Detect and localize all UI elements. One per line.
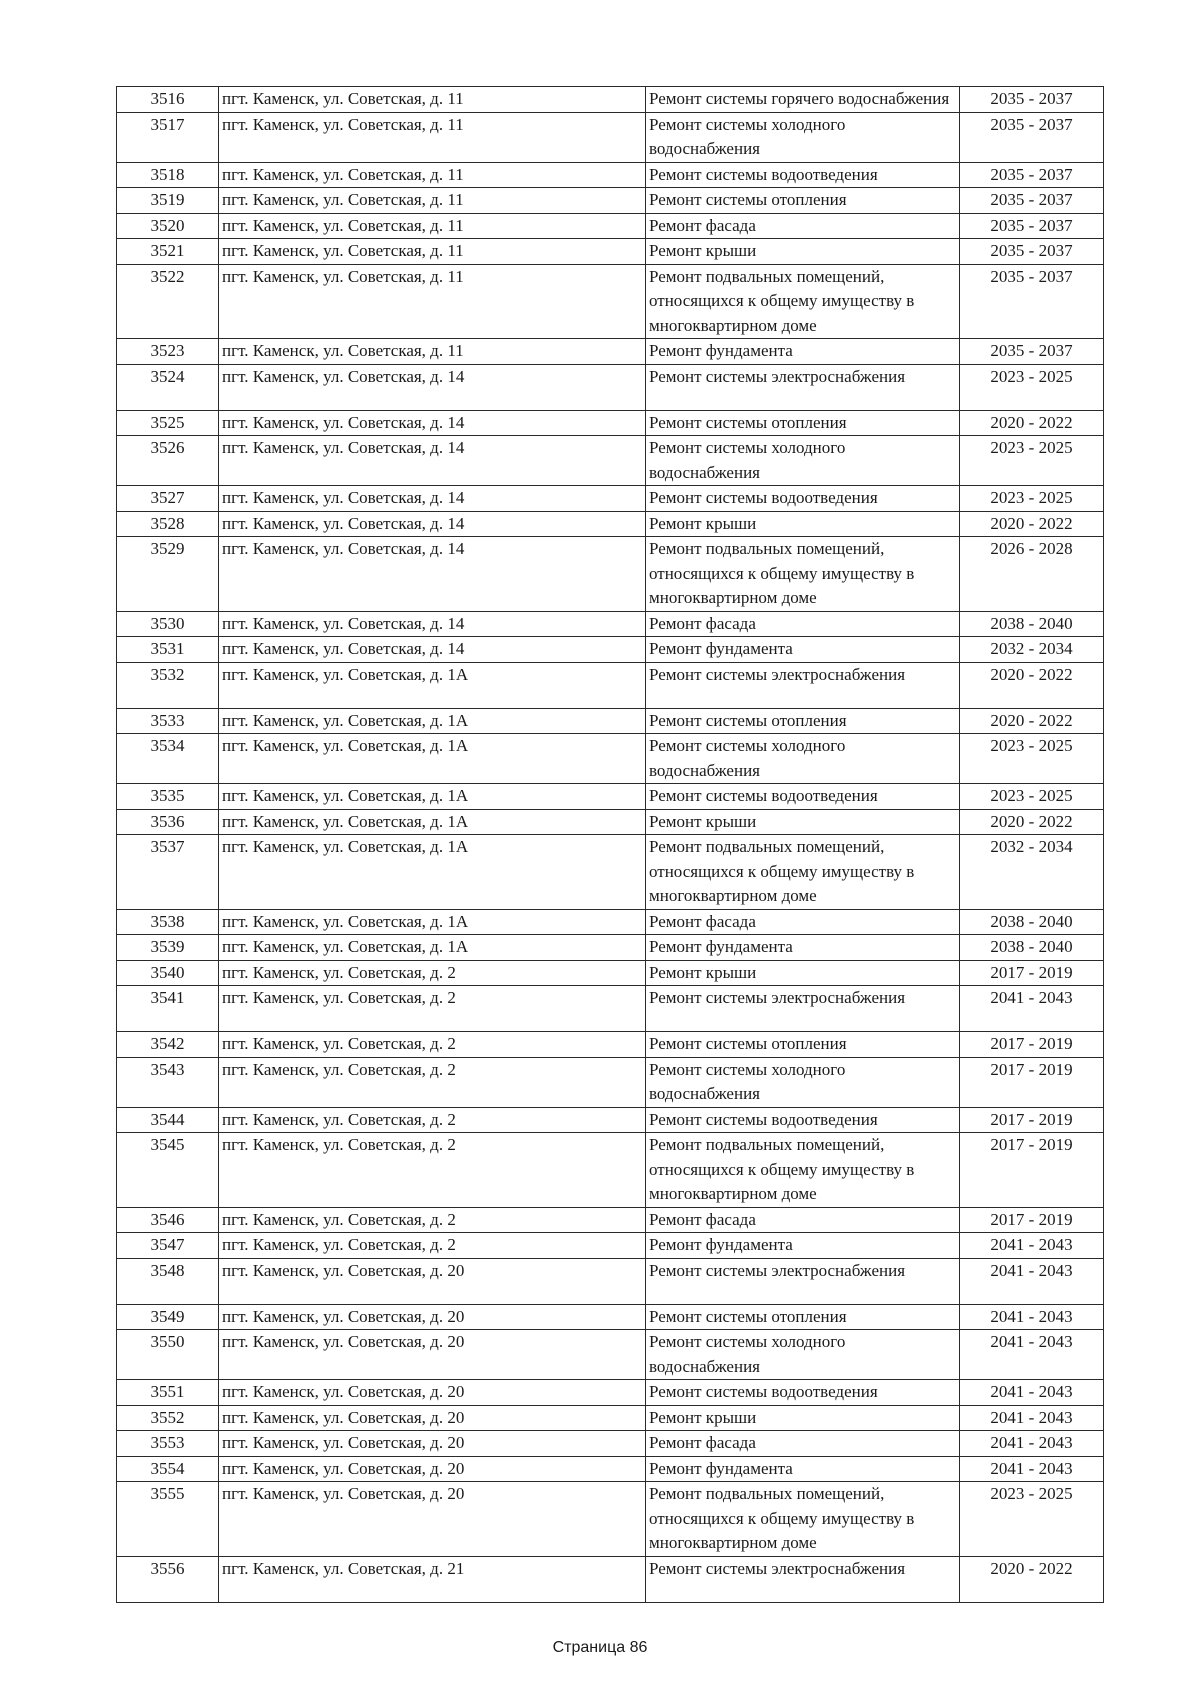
address-cell: пгт. Каменск, ул. Советская, д. 1А <box>219 734 646 784</box>
table-row <box>117 112 1104 162</box>
row-number-cell: 3544 <box>117 1107 219 1133</box>
table-row <box>117 213 1104 239</box>
period-cell: 2023 - 2025 <box>960 436 1104 486</box>
table-row <box>117 611 1104 637</box>
period-cell: 2023 - 2025 <box>960 1482 1104 1557</box>
table-row <box>117 239 1104 265</box>
address-cell: пгт. Каменск, ул. Советская, д. 2 <box>219 1233 646 1259</box>
address-cell: пгт. Каменск, ул. Советская, д. 11 <box>219 87 646 113</box>
row-number-cell: 3535 <box>117 784 219 810</box>
table-row <box>117 784 1104 810</box>
work-type-cell: Ремонт фасада <box>646 213 960 239</box>
period-cell: 2035 - 2037 <box>960 112 1104 162</box>
row-number-cell: 3525 <box>117 410 219 436</box>
address-cell: пгт. Каменск, ул. Советская, д. 20 <box>219 1456 646 1482</box>
period-cell: 2032 - 2034 <box>960 835 1104 910</box>
row-number-cell: 3522 <box>117 264 219 339</box>
work-type-cell: Ремонт фасада <box>646 909 960 935</box>
row-number-cell: 3532 <box>117 662 219 708</box>
address-cell: пгт. Каменск, ул. Советская, д. 1А <box>219 708 646 734</box>
work-type-cell: Ремонт фундамента <box>646 1233 960 1259</box>
table-row <box>117 1207 1104 1233</box>
row-number-cell: 3528 <box>117 511 219 537</box>
period-cell: 2041 - 2043 <box>960 1380 1104 1406</box>
work-type-cell: Ремонт системы отопления <box>646 1304 960 1330</box>
period-cell: 2017 - 2019 <box>960 1133 1104 1208</box>
address-cell: пгт. Каменск, ул. Советская, д. 14 <box>219 364 646 410</box>
period-cell: 2023 - 2025 <box>960 734 1104 784</box>
table-row <box>117 637 1104 663</box>
work-type-cell: Ремонт системы водоотведения <box>646 1380 960 1406</box>
table-row <box>117 436 1104 486</box>
row-number-cell: 3523 <box>117 339 219 365</box>
work-type-cell: Ремонт системы отопления <box>646 1032 960 1058</box>
table-row <box>117 162 1104 188</box>
row-number-cell: 3543 <box>117 1057 219 1107</box>
table-row <box>117 1330 1104 1380</box>
row-number-cell: 3539 <box>117 935 219 961</box>
period-cell: 2017 - 2019 <box>960 1032 1104 1058</box>
row-number-cell: 3545 <box>117 1133 219 1208</box>
work-type-cell: Ремонт крыши <box>646 809 960 835</box>
row-number-cell: 3516 <box>117 87 219 113</box>
period-cell: 2017 - 2019 <box>960 960 1104 986</box>
address-cell: пгт. Каменск, ул. Советская, д. 1А <box>219 935 646 961</box>
period-cell: 2023 - 2025 <box>960 486 1104 512</box>
period-cell: 2023 - 2025 <box>960 784 1104 810</box>
table-row <box>117 1032 1104 1058</box>
row-number-cell: 3529 <box>117 537 219 612</box>
work-type-cell: Ремонт фундамента <box>646 637 960 663</box>
row-number-cell: 3554 <box>117 1456 219 1482</box>
table-row <box>117 960 1104 986</box>
row-number-cell: 3550 <box>117 1330 219 1380</box>
work-type-cell: Ремонт подвальных помещений, относящихся к общему имуществу в многоквартирном доме <box>646 1482 960 1557</box>
row-number-cell: 3542 <box>117 1032 219 1058</box>
row-number-cell: 3556 <box>117 1556 219 1602</box>
work-type-cell: Ремонт системы водоотведения <box>646 1107 960 1133</box>
work-type-cell: Ремонт системы холодного водоснабжения <box>646 1057 960 1107</box>
address-cell: пгт. Каменск, ул. Советская, д. 11 <box>219 239 646 265</box>
work-type-cell: Ремонт подвальных помещений, относящихся к общему имуществу в многоквартирном доме <box>646 1133 960 1208</box>
table-row <box>117 708 1104 734</box>
period-cell: 2035 - 2037 <box>960 162 1104 188</box>
address-cell: пгт. Каменск, ул. Советская, д. 11 <box>219 264 646 339</box>
work-type-cell: Ремонт фундамента <box>646 1456 960 1482</box>
period-cell: 2026 - 2028 <box>960 537 1104 612</box>
work-type-cell: Ремонт крыши <box>646 239 960 265</box>
work-type-cell: Ремонт фасада <box>646 1207 960 1233</box>
work-type-cell: Ремонт системы водоотведения <box>646 784 960 810</box>
period-cell: 2035 - 2037 <box>960 87 1104 113</box>
table-row <box>117 1233 1104 1259</box>
work-type-cell: Ремонт фасада <box>646 611 960 637</box>
row-number-cell: 3536 <box>117 809 219 835</box>
work-type-cell: Ремонт системы отопления <box>646 188 960 214</box>
address-cell: пгт. Каменск, ул. Советская, д. 2 <box>219 1207 646 1233</box>
address-cell: пгт. Каменск, ул. Советская, д. 11 <box>219 112 646 162</box>
table-row <box>117 1380 1104 1406</box>
address-cell: пгт. Каменск, ул. Советская, д. 14 <box>219 410 646 436</box>
address-cell: пгт. Каменск, ул. Советская, д. 14 <box>219 436 646 486</box>
work-type-cell: Ремонт системы отопления <box>646 410 960 436</box>
table-row <box>117 188 1104 214</box>
table-row <box>117 1405 1104 1431</box>
address-cell: пгт. Каменск, ул. Советская, д. 20 <box>219 1482 646 1557</box>
period-cell: 2017 - 2019 <box>960 1107 1104 1133</box>
period-cell: 2035 - 2037 <box>960 213 1104 239</box>
table-row <box>117 511 1104 537</box>
address-cell: пгт. Каменск, ул. Советская, д. 2 <box>219 1057 646 1107</box>
address-cell: пгт. Каменск, ул. Советская, д. 21 <box>219 1556 646 1602</box>
row-number-cell: 3548 <box>117 1258 219 1304</box>
address-cell: пгт. Каменск, ул. Советская, д. 1А <box>219 784 646 810</box>
work-type-cell: Ремонт крыши <box>646 511 960 537</box>
period-cell: 2035 - 2037 <box>960 339 1104 365</box>
row-number-cell: 3549 <box>117 1304 219 1330</box>
address-cell: пгт. Каменск, ул. Советская, д. 20 <box>219 1380 646 1406</box>
address-cell: пгт. Каменск, ул. Советская, д. 14 <box>219 611 646 637</box>
period-cell: 2038 - 2040 <box>960 611 1104 637</box>
table-row <box>117 537 1104 612</box>
row-number-cell: 3524 <box>117 364 219 410</box>
table-body <box>117 87 1104 1603</box>
table-row <box>117 809 1104 835</box>
work-type-cell: Ремонт фасада <box>646 1431 960 1457</box>
row-number-cell: 3551 <box>117 1380 219 1406</box>
address-cell: пгт. Каменск, ул. Советская, д. 2 <box>219 960 646 986</box>
period-cell: 2020 - 2022 <box>960 809 1104 835</box>
address-cell: пгт. Каменск, ул. Советская, д. 20 <box>219 1405 646 1431</box>
address-cell: пгт. Каменск, ул. Советская, д. 14 <box>219 511 646 537</box>
address-cell: пгт. Каменск, ул. Советская, д. 11 <box>219 339 646 365</box>
work-type-cell: Ремонт фундамента <box>646 339 960 365</box>
address-cell: пгт. Каменск, ул. Советская, д. 2 <box>219 1032 646 1058</box>
address-cell: пгт. Каменск, ул. Советская, д. 20 <box>219 1431 646 1457</box>
table-row <box>117 1133 1104 1208</box>
period-cell: 2017 - 2019 <box>960 1207 1104 1233</box>
work-type-cell: Ремонт системы горячего водоснабжения <box>646 87 960 113</box>
row-number-cell: 3547 <box>117 1233 219 1259</box>
address-cell: пгт. Каменск, ул. Советская, д. 11 <box>219 188 646 214</box>
period-cell: 2020 - 2022 <box>960 410 1104 436</box>
address-cell: пгт. Каменск, ул. Советская, д. 14 <box>219 486 646 512</box>
work-type-cell: Ремонт крыши <box>646 1405 960 1431</box>
table-row <box>117 410 1104 436</box>
row-number-cell: 3527 <box>117 486 219 512</box>
period-cell: 2020 - 2022 <box>960 511 1104 537</box>
address-cell: пгт. Каменск, ул. Советская, д. 1А <box>219 835 646 910</box>
address-cell: пгт. Каменск, ул. Советская, д. 1А <box>219 909 646 935</box>
period-cell: 2041 - 2043 <box>960 1233 1104 1259</box>
address-cell: пгт. Каменск, ул. Советская, д. 20 <box>219 1330 646 1380</box>
table-row <box>117 935 1104 961</box>
row-number-cell: 3526 <box>117 436 219 486</box>
work-type-cell: Ремонт системы отопления <box>646 708 960 734</box>
work-type-cell: Ремонт фундамента <box>646 935 960 961</box>
row-number-cell: 3541 <box>117 986 219 1032</box>
work-type-cell: Ремонт системы холодного водоснабжения <box>646 1330 960 1380</box>
table-row <box>117 1456 1104 1482</box>
period-cell: 2020 - 2022 <box>960 662 1104 708</box>
address-cell: пгт. Каменск, ул. Советская, д. 2 <box>219 986 646 1032</box>
row-number-cell: 3520 <box>117 213 219 239</box>
table-row <box>117 87 1104 113</box>
address-cell: пгт. Каменск, ул. Советская, д. 20 <box>219 1304 646 1330</box>
row-number-cell: 3553 <box>117 1431 219 1457</box>
period-cell: 2041 - 2043 <box>960 1405 1104 1431</box>
row-number-cell: 3521 <box>117 239 219 265</box>
work-type-cell: Ремонт системы электроснабжения <box>646 1556 960 1602</box>
row-number-cell: 3537 <box>117 835 219 910</box>
table-row <box>117 1431 1104 1457</box>
period-cell: 2035 - 2037 <box>960 264 1104 339</box>
row-number-cell: 3546 <box>117 1207 219 1233</box>
work-type-cell: Ремонт системы электроснабжения <box>646 1258 960 1304</box>
period-cell: 2035 - 2037 <box>960 239 1104 265</box>
row-number-cell: 3552 <box>117 1405 219 1431</box>
table-row <box>117 264 1104 339</box>
table-row <box>117 486 1104 512</box>
table-row <box>117 339 1104 365</box>
table-row <box>117 662 1104 708</box>
table-row <box>117 986 1104 1032</box>
period-cell: 2020 - 2022 <box>960 708 1104 734</box>
address-cell: пгт. Каменск, ул. Советская, д. 1А <box>219 809 646 835</box>
address-cell: пгт. Каменск, ул. Советская, д. 14 <box>219 637 646 663</box>
period-cell: 2041 - 2043 <box>960 1258 1104 1304</box>
work-type-cell: Ремонт системы водоотведения <box>646 486 960 512</box>
row-number-cell: 3519 <box>117 188 219 214</box>
period-cell: 2023 - 2025 <box>960 364 1104 410</box>
table-row <box>117 1107 1104 1133</box>
table-row <box>117 734 1104 784</box>
period-cell: 2038 - 2040 <box>960 909 1104 935</box>
address-cell: пгт. Каменск, ул. Советская, д. 20 <box>219 1258 646 1304</box>
work-type-cell: Ремонт подвальных помещений, относящихся к общему имуществу в многоквартирном доме <box>646 835 960 910</box>
work-type-cell: Ремонт системы холодного водоснабжения <box>646 734 960 784</box>
table-row <box>117 835 1104 910</box>
period-cell: 2038 - 2040 <box>960 935 1104 961</box>
period-cell: 2041 - 2043 <box>960 986 1104 1032</box>
table-row <box>117 1556 1104 1602</box>
period-cell: 2017 - 2019 <box>960 1057 1104 1107</box>
period-cell: 2041 - 2043 <box>960 1330 1104 1380</box>
period-cell: 2035 - 2037 <box>960 188 1104 214</box>
row-number-cell: 3534 <box>117 734 219 784</box>
period-cell: 2041 - 2043 <box>960 1456 1104 1482</box>
row-number-cell: 3530 <box>117 611 219 637</box>
row-number-cell: 3518 <box>117 162 219 188</box>
table-row <box>117 909 1104 935</box>
address-cell: пгт. Каменск, ул. Советская, д. 11 <box>219 162 646 188</box>
row-number-cell: 3531 <box>117 637 219 663</box>
page-number: Страница 86 <box>552 1639 648 1656</box>
row-number-cell: 3517 <box>117 112 219 162</box>
table-row <box>117 1258 1104 1304</box>
table-row <box>117 1482 1104 1557</box>
period-cell: 2041 - 2043 <box>960 1431 1104 1457</box>
work-type-cell: Ремонт крыши <box>646 960 960 986</box>
address-cell: пгт. Каменск, ул. Советская, д. 2 <box>219 1107 646 1133</box>
row-number-cell: 3538 <box>117 909 219 935</box>
address-cell: пгт. Каменск, ул. Советская, д. 11 <box>219 213 646 239</box>
work-type-cell: Ремонт системы холодного водоснабжения <box>646 112 960 162</box>
work-type-cell: Ремонт системы холодного водоснабжения <box>646 436 960 486</box>
table-row <box>117 364 1104 410</box>
row-number-cell: 3555 <box>117 1482 219 1557</box>
repair-schedule-table <box>116 86 1104 1603</box>
work-type-cell: Ремонт системы водоотведения <box>646 162 960 188</box>
period-cell: 2041 - 2043 <box>960 1304 1104 1330</box>
row-number-cell: 3533 <box>117 708 219 734</box>
row-number-cell: 3540 <box>117 960 219 986</box>
work-type-cell: Ремонт системы электроснабжения <box>646 986 960 1032</box>
table-row <box>117 1304 1104 1330</box>
period-cell: 2020 - 2022 <box>960 1556 1104 1602</box>
work-type-cell: Ремонт подвальных помещений, относящихся к общему имуществу в многоквартирном доме <box>646 537 960 612</box>
work-type-cell: Ремонт подвальных помещений, относящихся к общему имуществу в многоквартирном доме <box>646 264 960 339</box>
work-type-cell: Ремонт системы электроснабжения <box>646 662 960 708</box>
address-cell: пгт. Каменск, ул. Советская, д. 14 <box>219 537 646 612</box>
work-type-cell: Ремонт системы электроснабжения <box>646 364 960 410</box>
address-cell: пгт. Каменск, ул. Советская, д. 2 <box>219 1133 646 1208</box>
period-cell: 2032 - 2034 <box>960 637 1104 663</box>
table-row <box>117 1057 1104 1107</box>
address-cell: пгт. Каменск, ул. Советская, д. 1А <box>219 662 646 708</box>
